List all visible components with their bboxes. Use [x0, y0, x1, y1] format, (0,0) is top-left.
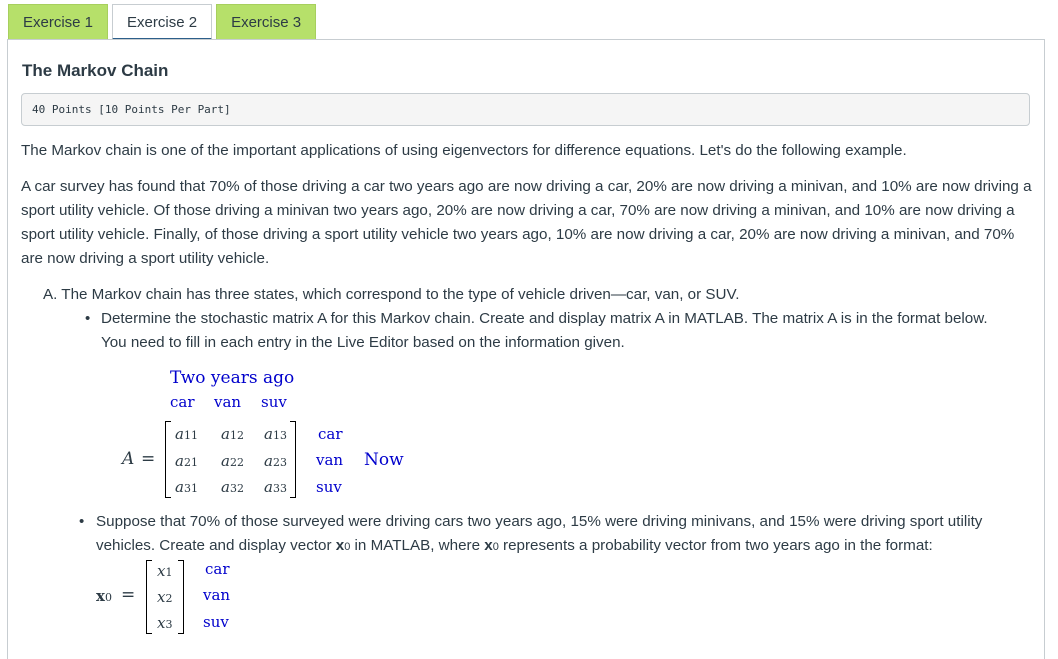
matrix-now-label: Now [364, 450, 404, 470]
bullet-marker: • [85, 310, 91, 327]
intro-paragraph: The Markov chain is one of the important applications of using eigenvectors for difference equations. Let's do the following example. [21, 142, 907, 159]
matrix-entry-a31: a31 [175, 478, 198, 496]
matrix-equals: = [141, 449, 156, 469]
vector-lhs: x0 [96, 587, 112, 605]
matrix-entry-a12: a12 [221, 425, 244, 443]
part-a-bullet-1: Determine the stochastic matrix A for this Markov chain. Create and display matrix A in MATLAB. The matrix A is in the format below. You need to fill in each entry in the Live Editor based on the information given. [101, 310, 988, 351]
matrix-entry-a22: a22 [221, 452, 244, 470]
matrix-header: Two years ago [170, 368, 295, 388]
matrix-row-van: van [316, 451, 344, 469]
vector-row-van: van [203, 586, 231, 604]
survey-paragraph: A car survey has found that 70% of those driving a car two years ago are now driving a car, 20% are now driving a minivan, and 10% are now driving a sport utility vehicle. Of those driving a minivan two years ago, 20% are now driving a car, 70% are now driving a minivan, and 10% are now driving a sport utility vehicle. Finally, of those driving a sport utility vehicle two years ago, 10% are now driving a car, 20% are now driving a minivan, and 70% are now driving a sport utility vehicle. [21, 178, 1032, 267]
points-box: 40 Points [10 Points Per Part] [21, 93, 1030, 126]
vector-row-suv: suv [203, 613, 229, 631]
part-a-bullet-2: Suppose that 70% of those surveyed were driving cars two years ago, 15% were driving minivans, and 15% were driving sport utility vehicles. Create and display vector x0 in MATLAB, where x0 represents a probability vector from two years ago in the format: [96, 513, 983, 554]
matrix-col-van: van [214, 393, 242, 411]
matrix-entry-a21: a21 [175, 452, 198, 470]
vector-entry-x3: x3 [157, 614, 173, 632]
vector-entry-x2: x2 [157, 588, 173, 606]
matrix-entry-a23: a23 [264, 452, 287, 470]
tab-exercise-3[interactable]: Exercise 3 [216, 4, 316, 40]
matrix-entry-a33: a33 [264, 478, 287, 496]
matrix-col-car: car [170, 393, 195, 411]
page-title: The Markov Chain [22, 61, 169, 80]
matrix-bracket-right [290, 421, 296, 498]
vector-equals: = [121, 585, 136, 605]
exercise-tabs [8, 2, 320, 40]
matrix-bracket-left [165, 421, 171, 498]
matrix-lhs: A [122, 449, 135, 469]
vector-bracket-right [178, 560, 184, 634]
matrix-entry-a11: a11 [175, 425, 198, 443]
matrix-col-suv: suv [261, 393, 287, 411]
bullet-marker: • [79, 513, 85, 530]
matrix-entry-a13: a13 [264, 425, 287, 443]
tab-exercise-2[interactable]: Exercise 2 [112, 4, 212, 40]
matrix-row-car: car [318, 425, 343, 443]
matrix-entry-a32: a32 [221, 478, 244, 496]
vector-entry-x1: x1 [157, 562, 173, 580]
vector-bracket-left [146, 560, 152, 634]
vector-row-car: car [205, 560, 230, 578]
tab-exercise-1[interactable]: Exercise 1 [8, 4, 108, 40]
part-a-intro: A. The Markov chain has three states, which correspond to the type of vehicle driven—car, van, or SUV. [43, 286, 740, 303]
matrix-row-suv: suv [316, 478, 342, 496]
